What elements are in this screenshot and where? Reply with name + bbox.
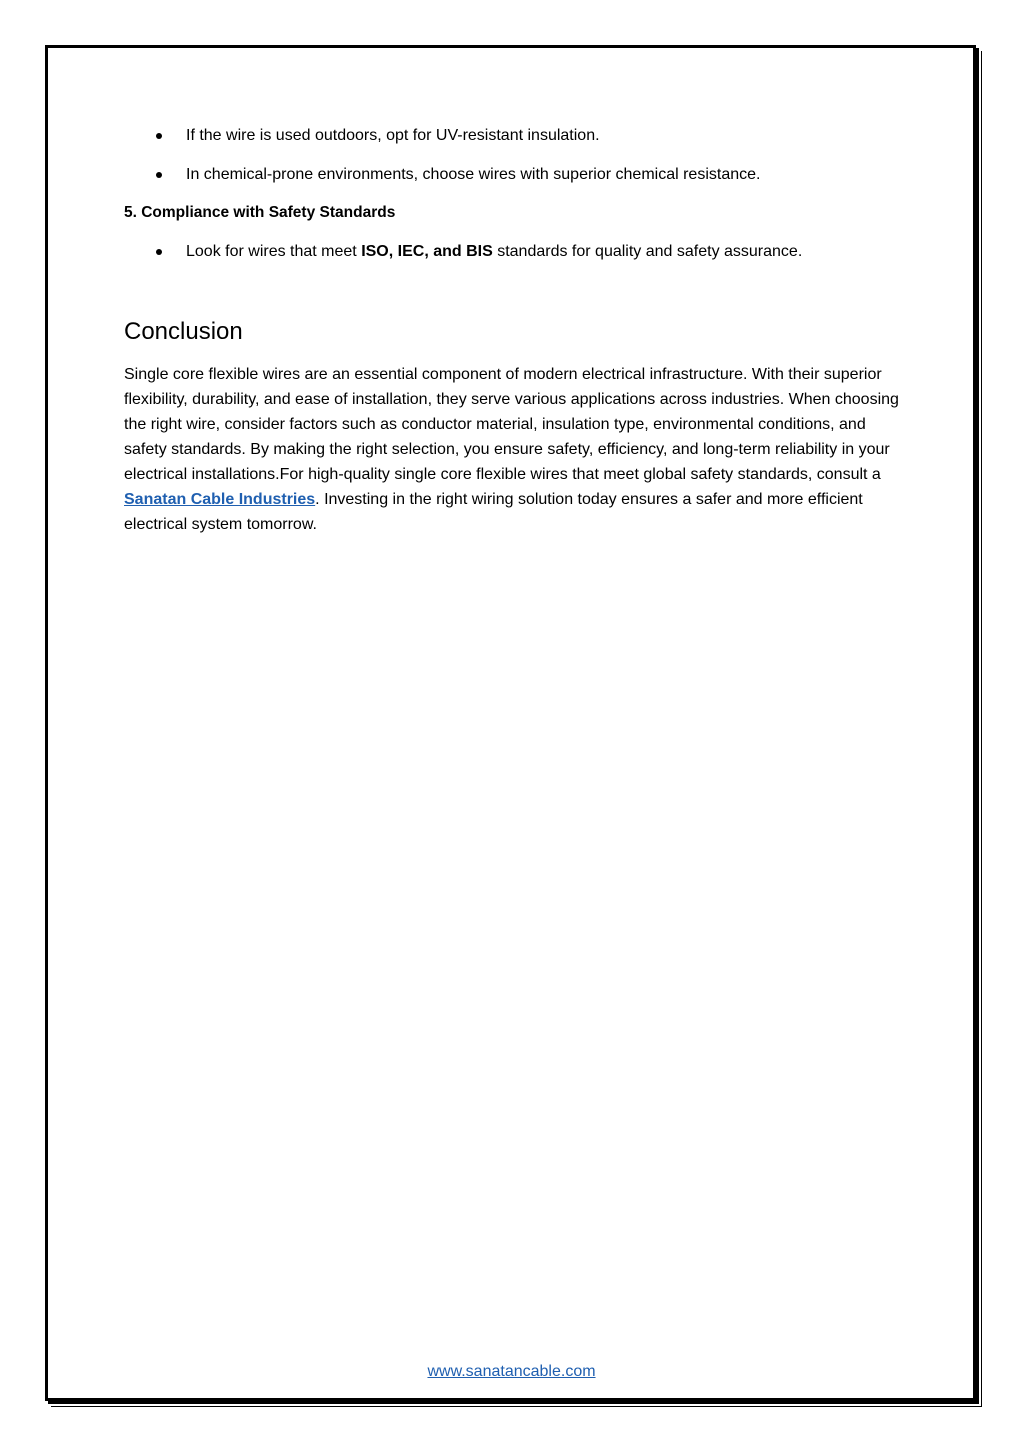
list-item-text: If the wire is used outdoors, opt for UV-resistant insulation. — [186, 127, 600, 144]
conclusion-text-part2: . Investing in the right wiring solution today ensures a safer and more efficient electrical system tomorrow. — [124, 491, 863, 533]
company-link[interactable]: Sanatan Cable Industries — [124, 491, 316, 508]
bullet-list-standards — [124, 239, 904, 264]
list-item — [124, 123, 904, 148]
document-content — [124, 123, 904, 537]
bullet-icon — [156, 249, 162, 255]
section-heading: 5. Compliance with Safety Standards — [124, 204, 396, 221]
list-item — [124, 239, 904, 264]
list-item — [124, 162, 904, 187]
conclusion-heading: Conclusion — [124, 318, 243, 345]
footer-website-link[interactable]: www.sanatancable.com — [427, 1363, 596, 1380]
conclusion-text-part1: Single core flexible wires are an essential component of modern electrical infrastructure. With their superior flexibility, durability, and ease of installation, they serve various applications across industries. When choosing the right wire, consider factors such as conductor material, insulation type, environmental conditions, and safety standards. By making the right selection, you ensure safety, efficiency, and long-term reliability in your electrical installations.For high-quality single core flexible wires that meet global safety standards, consult a — [124, 366, 899, 483]
list-item-text-after: standards for quality and safety assurance. — [492, 243, 803, 260]
standards-bold-text: ISO, IEC, and BIS — [361, 243, 493, 260]
list-item-text-before: Look for wires that meet — [186, 243, 362, 260]
list-item-text: In chemical-prone environments, choose wires with superior chemical resistance. — [186, 166, 761, 183]
conclusion-paragraph — [124, 362, 904, 537]
bullet-icon — [156, 133, 162, 139]
bullet-icon — [156, 172, 162, 178]
bullet-list-top — [124, 123, 904, 187]
